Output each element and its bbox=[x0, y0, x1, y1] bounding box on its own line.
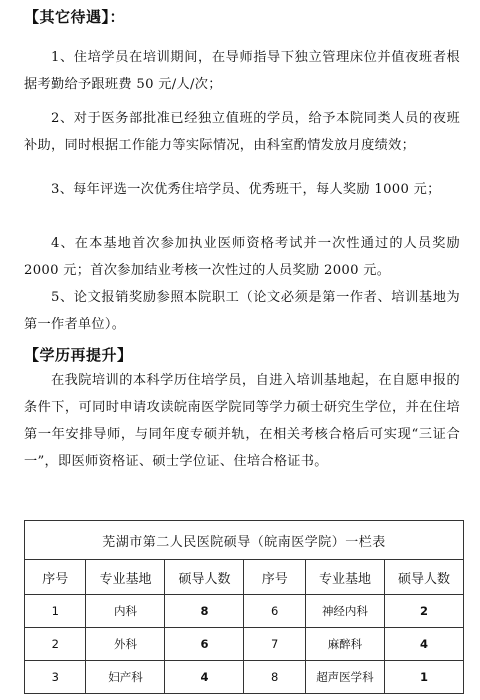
cell-supervisor-count: 4 bbox=[384, 628, 463, 661]
cell-specialty: 超声医学科 bbox=[305, 661, 384, 694]
benefit-item-5: 5、论文报销奖励参照本院职工（论文必须是第一作者、培训基地为第一作者单位）。 bbox=[24, 290, 460, 332]
table-caption-row bbox=[25, 521, 464, 560]
cell-specialty: 麻醉科 bbox=[305, 628, 384, 661]
benefit-item-2: 2、对于医务部批准已经独立值班的学员，给予本院同类人员的夜班补助，同时根据工作能力等实际情况，由科室酌情发放月度绩效； bbox=[24, 111, 460, 153]
cell-specialty: 外科 bbox=[86, 628, 165, 661]
table-header-row bbox=[25, 560, 464, 595]
table-row bbox=[25, 628, 464, 661]
cell-supervisor-count: 6 bbox=[165, 628, 244, 661]
cell-index: 8 bbox=[244, 661, 305, 694]
cell-supervisor-count: 2 bbox=[384, 595, 463, 628]
benefit-item-1: 1、住培学员在培训期间，在导师指导下独立管理床位并值夜班者根据考勤给予跟班费 50 元/人/次； bbox=[24, 50, 460, 92]
cell-specialty: 内科 bbox=[86, 595, 165, 628]
benefit-item-4: 4、在本基地首次参加执业医师资格考试并一次性通过的人员奖励 2000 元；首次参加结业考核一次性过的人员奖励 2000 元。 bbox=[24, 236, 460, 278]
table-row bbox=[25, 595, 464, 628]
cell-supervisor-count: 1 bbox=[384, 661, 463, 694]
cell-index: 2 bbox=[25, 628, 86, 661]
cell-index: 1 bbox=[25, 595, 86, 628]
benefit-item-3: 3、每年评选一次优秀住培学员、优秀班干，每人奖励 1000 元； bbox=[51, 182, 441, 197]
header-index: 序号 bbox=[25, 560, 86, 595]
table-caption: 芜湖市第二人民医院硕导（皖南医学院）一栏表 bbox=[25, 521, 464, 560]
benefits-heading: 【其它待遇】： bbox=[24, 8, 126, 26]
cell-supervisor-count: 4 bbox=[165, 661, 244, 694]
cell-index: 7 bbox=[244, 628, 305, 661]
cell-index: 6 bbox=[244, 595, 305, 628]
header-supervisor-count: 硕导人数 bbox=[165, 560, 244, 595]
header-index: 序号 bbox=[244, 560, 305, 595]
header-supervisor-count: 硕导人数 bbox=[384, 560, 463, 595]
cell-index: 3 bbox=[25, 661, 86, 694]
cell-specialty: 妇产科 bbox=[86, 661, 165, 694]
supervisor-table bbox=[24, 520, 464, 694]
header-specialty: 专业基地 bbox=[305, 560, 384, 595]
table-row bbox=[25, 661, 464, 694]
degree-heading: 【学历再提升】 bbox=[24, 346, 133, 364]
cell-specialty: 神经内科 bbox=[305, 595, 384, 628]
header-specialty: 专业基地 bbox=[86, 560, 165, 595]
cell-supervisor-count: 8 bbox=[165, 595, 244, 628]
degree-paragraph: 在我院培训的本科学历住培学员，自进入培训基地起，在自愿申报的条件下，可同时申请攻读皖南医学院同等学力硕士研究生学位，并在住培第一年安排导师，与同年度专硕并轨，在相关考核合格后可实现“三证合一”，即医师资格证、硕士学位证、住培合格证书。 bbox=[24, 373, 460, 469]
